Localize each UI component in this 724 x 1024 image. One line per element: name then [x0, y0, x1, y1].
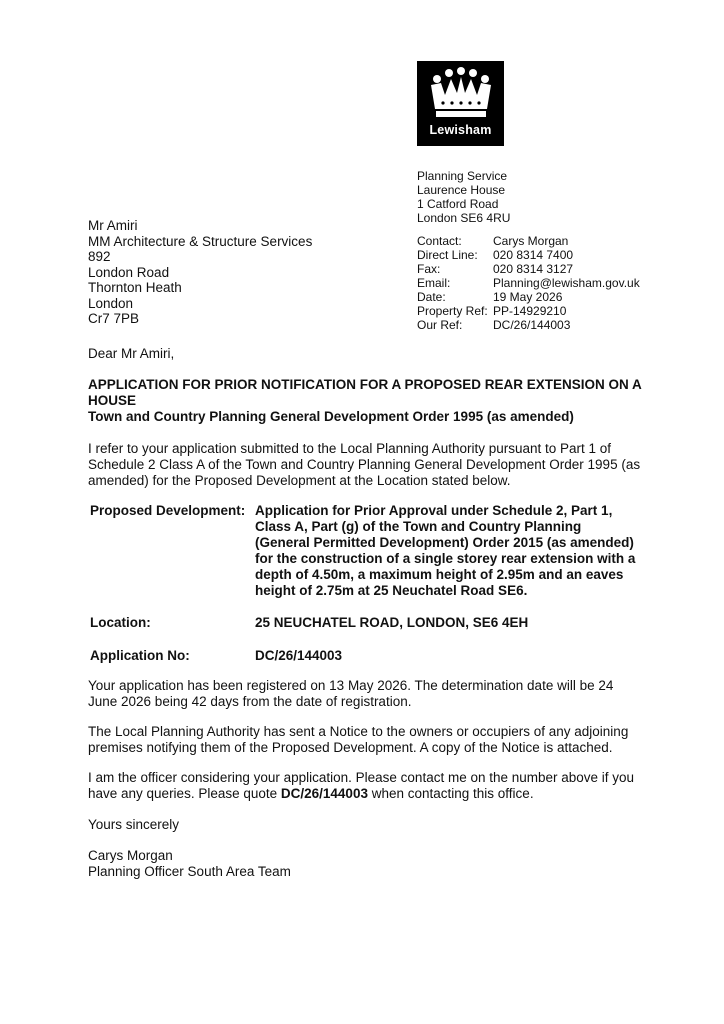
signature-title: Planning Officer South Area Team [88, 864, 291, 879]
recipient-line: London Road [88, 264, 170, 280]
officer-line: I am the officer considering your application. Please contact me on the number above if you [88, 770, 635, 785]
contact-row [417, 262, 640, 276]
intro-line: I refer to your application submitted to the Local Planning Authority pursuant to Part 1 of [88, 441, 612, 456]
location-label: Location: [90, 615, 151, 630]
location-value: 25 NEUCHATEL ROAD, LONDON, SE6 4EH [255, 615, 529, 630]
intro-line: amended) for the Proposed Development at the Location stated below. [88, 473, 511, 488]
contact-table [417, 234, 640, 332]
contact-value: 020 8314 7400 [493, 248, 574, 262]
office-address [417, 169, 510, 225]
office-line: London SE6 4RU [417, 211, 511, 225]
proposed-line: Application for Prior Approval under Schedule 2, Part 1, [255, 503, 613, 518]
contact-label: Date: [417, 290, 446, 304]
contact-value: 19 May 2026 [493, 290, 563, 304]
contact-label: Direct Line: [417, 248, 478, 262]
letter-heading [88, 377, 642, 425]
recipient-line: MM Architecture & Structure Services [88, 233, 313, 249]
office-line: Planning Service [417, 169, 508, 183]
proposed-line: depth of 4.50m, a maximum height of 2.95m and an eaves [255, 567, 624, 582]
officer-line [88, 786, 634, 802]
email-link[interactable]: Planning@lewisham.gov.uk [493, 276, 640, 290]
proposed-development-label: Proposed Development: [90, 503, 246, 518]
application-number-label: Application No: [90, 648, 190, 663]
intro-line: Schedule 2 Class A of the Town and Country Planning General Development Order 1995 (as [88, 457, 641, 472]
contact-label: Fax: [417, 262, 441, 276]
registration-paragraph [88, 678, 613, 710]
contact-row [417, 304, 640, 318]
contact-row [417, 276, 640, 290]
recipient-line: Cr7 7PB [88, 311, 140, 326]
contact-row [417, 290, 640, 304]
contact-value: PP-14929210 [493, 304, 567, 318]
contact-value: DC/26/144003 [493, 318, 571, 332]
contact-details [417, 234, 640, 332]
signature-block [88, 848, 291, 880]
contact-row [417, 248, 640, 262]
reference-number: DC/26/144003 [280, 786, 368, 801]
officer-text: when contacting this office. [367, 786, 534, 801]
intro-paragraph [88, 441, 640, 489]
officer-paragraph [88, 770, 634, 802]
proposed-line: for the construction of a single storey rear extension with a [255, 551, 636, 566]
contact-label: Contact: [417, 234, 462, 248]
contact-label: Property Ref: [417, 304, 488, 318]
office-line: 1 Catford Road [417, 197, 499, 211]
officer-text: have any queries. Please quote [88, 786, 281, 801]
recipient-line: 892 [88, 249, 111, 264]
notice-line: The Local Planning Authority has sent a Notice to the owners or occupiers of any adjoining [88, 724, 629, 739]
application-number-value: DC/26/144003 [255, 648, 343, 663]
recipient-address [88, 218, 312, 327]
contact-value: 020 8314 3127 [493, 262, 574, 276]
recipient-line: Thornton Heath [88, 280, 182, 295]
proposed-line: (General Permitted Development) Order 2015 (as amended) [255, 535, 634, 550]
salutation: Dear Mr Amiri, [88, 346, 175, 361]
notice-line: premises notifying them of the Proposed Development. A copy of the Notice is attached. [88, 740, 613, 755]
proposed-line: height of 2.75m at 25 Neuchatel Road SE6. [255, 583, 528, 598]
registration-line: June 2026 being 42 days from the date of registration. [88, 694, 412, 709]
recipient-line: London [88, 295, 134, 311]
contact-label: Our Ref: [417, 318, 463, 332]
logo-text: Lewisham [429, 123, 492, 137]
registration-line: Your application has been registered on 13 May 2026. The determination date will be 24 [88, 678, 614, 693]
notice-paragraph [88, 724, 628, 756]
contact-label: Email: [417, 276, 451, 290]
proposed-line: Class A, Part (g) of the Town and Country Planning [255, 519, 582, 534]
proposed-development-value [255, 503, 655, 599]
lewisham-logo [417, 61, 504, 146]
contact-value: Carys Morgan [493, 234, 569, 248]
contact-row [417, 318, 640, 332]
heading-line: APPLICATION FOR PRIOR NOTIFICATION FOR A PROPOSED REAR EXTENSION ON A [88, 377, 642, 392]
recipient-line: Mr Amiri [88, 218, 138, 233]
contact-row [417, 234, 640, 248]
office-line: Laurence House [417, 183, 506, 197]
heading-line: HOUSE [88, 393, 137, 408]
signature-name: Carys Morgan [88, 848, 173, 863]
heading-subtitle: Town and Country Planning General Development Order 1995 (as amended) [88, 409, 574, 424]
closing: Yours sincerely [88, 817, 180, 832]
